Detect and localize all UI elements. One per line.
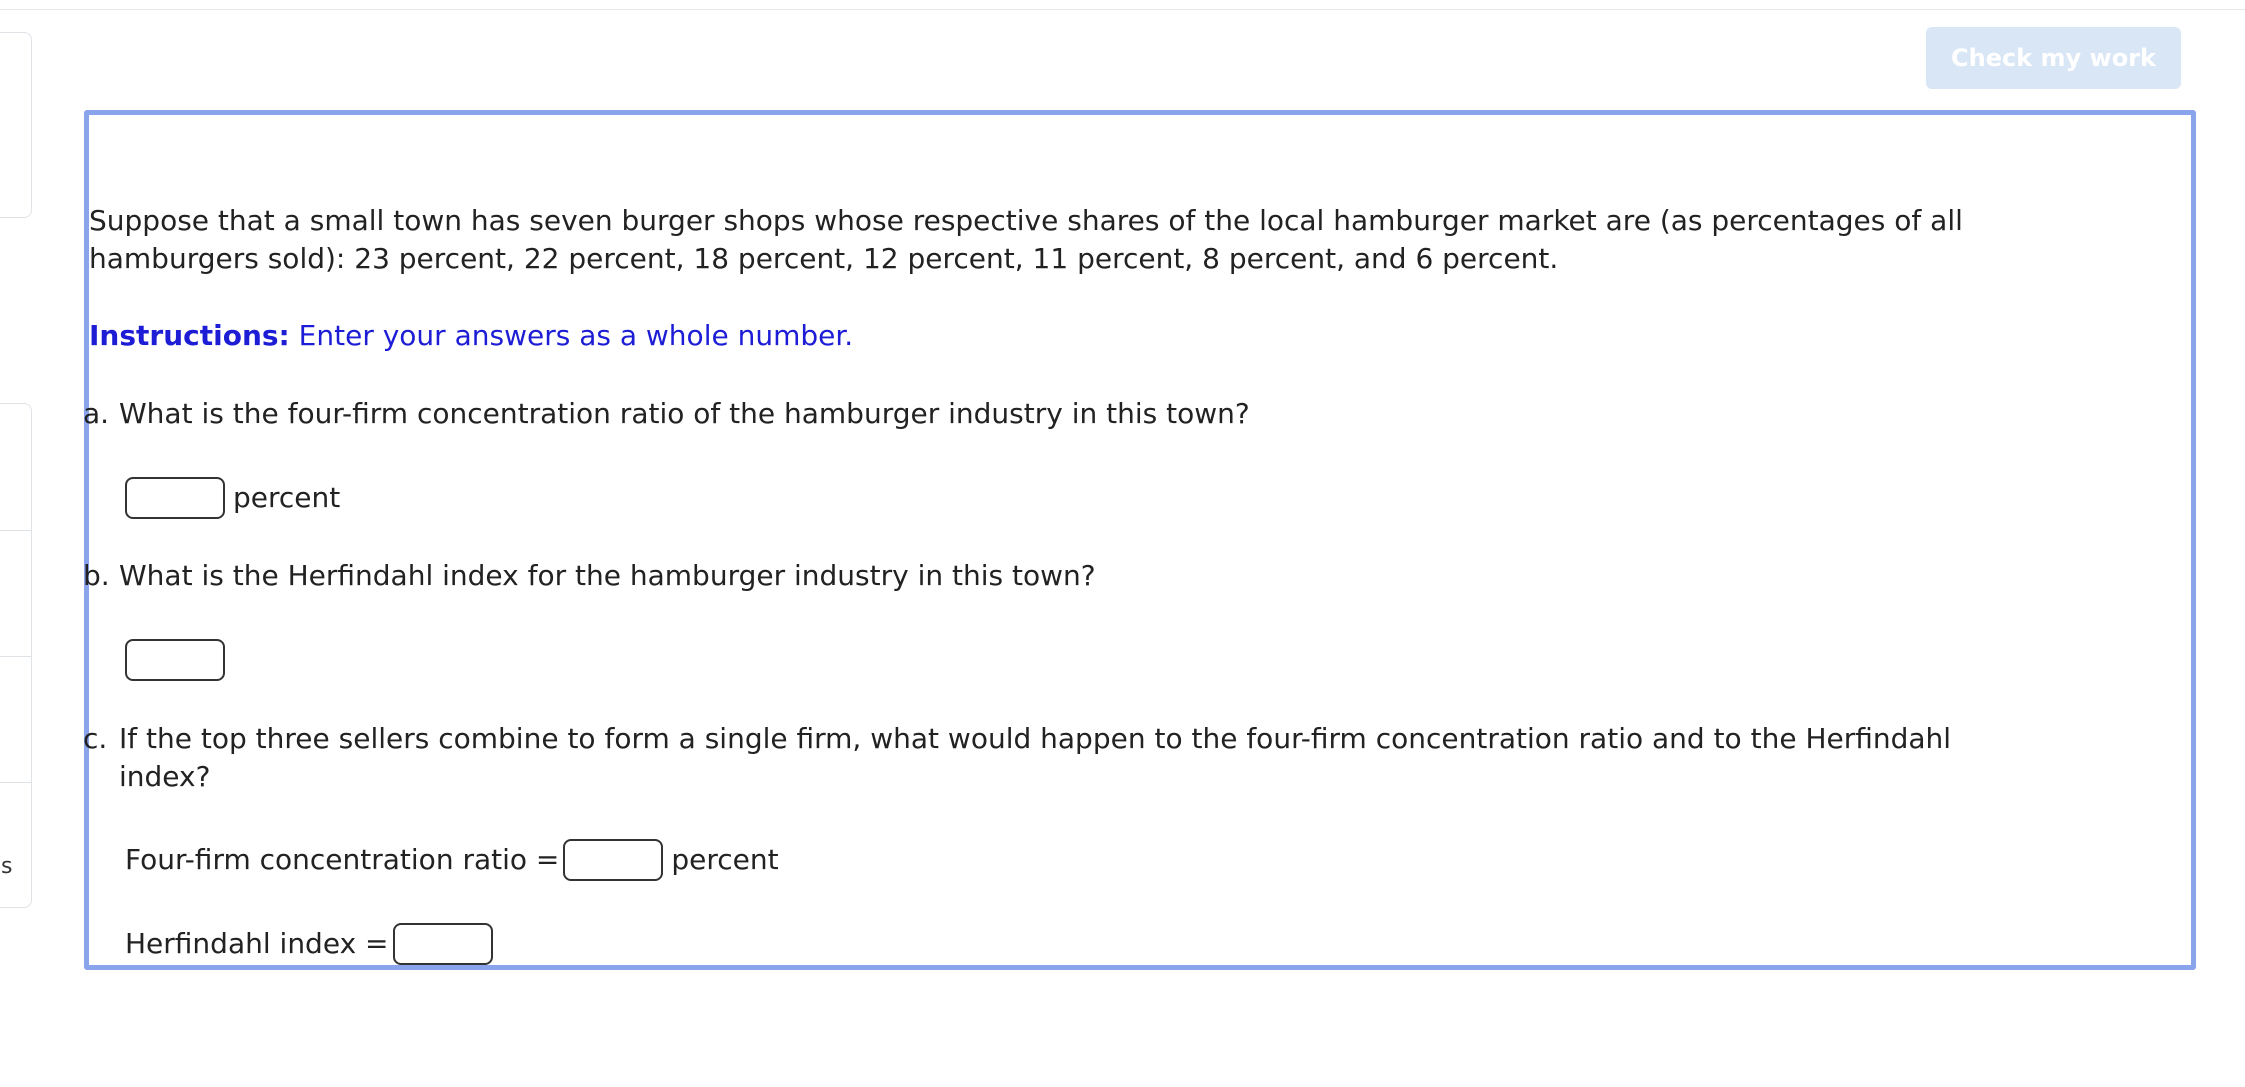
part-b-answer-row — [125, 639, 233, 681]
part-b-letter: b. — [83, 559, 110, 592]
part-c-text: If the top three sellers combine to form a single firm, what would happen to the four-firm concentration ratio and to the Herfindahl index? — [119, 722, 1952, 793]
left-rail-card[interactable] — [0, 32, 32, 218]
left-rail-group — [0, 403, 32, 908]
part-c-hhi-row — [125, 923, 501, 965]
part-c-letter: c. — [83, 722, 108, 755]
check-my-work-button[interactable]: Check my work — [1926, 27, 2181, 89]
part-c-hhi-label: Herfindahl index = — [125, 927, 389, 960]
rail-item-label: s — [1, 854, 13, 879]
rail-divider — [0, 530, 31, 531]
instructions — [89, 317, 853, 355]
top-divider — [0, 9, 2245, 10]
part-c-hhi-input[interactable] — [393, 923, 493, 965]
part-a-answer-input[interactable] — [125, 477, 225, 519]
part-b-question — [83, 557, 1096, 595]
instructions-text: Enter your answers as a whole number. — [298, 319, 854, 352]
part-a-text: What is the four-firm concentration ratio of the hamburger industry in this town? — [119, 397, 1250, 430]
part-c-question — [83, 720, 1969, 796]
part-a-answer-row — [125, 477, 340, 519]
rail-divider — [0, 656, 31, 657]
part-a-letter: a. — [83, 397, 110, 430]
part-b-text: What is the Herfindahl index for the hamburger industry in this town? — [119, 559, 1096, 592]
part-c-ratio-label: Four-firm concentration ratio = — [125, 843, 560, 876]
question-intro: Suppose that a small town has seven burger shops whose respective shares of the local hamburger market are (as percentages of all hamburgers sold): 23 percent, 22 percent, 18 percent, 12 percent, 11 percent, 8 percent, and 6 percent. — [89, 204, 1963, 275]
part-c-ratio-unit: percent — [671, 843, 779, 876]
part-a-question — [83, 395, 1250, 433]
rail-divider — [0, 782, 31, 783]
part-c-ratio-row — [125, 839, 779, 881]
part-c-ratio-input[interactable] — [563, 839, 663, 881]
part-a-unit: percent — [233, 481, 341, 514]
instructions-label: Instructions: — [89, 319, 290, 352]
part-b-answer-input[interactable] — [125, 639, 225, 681]
